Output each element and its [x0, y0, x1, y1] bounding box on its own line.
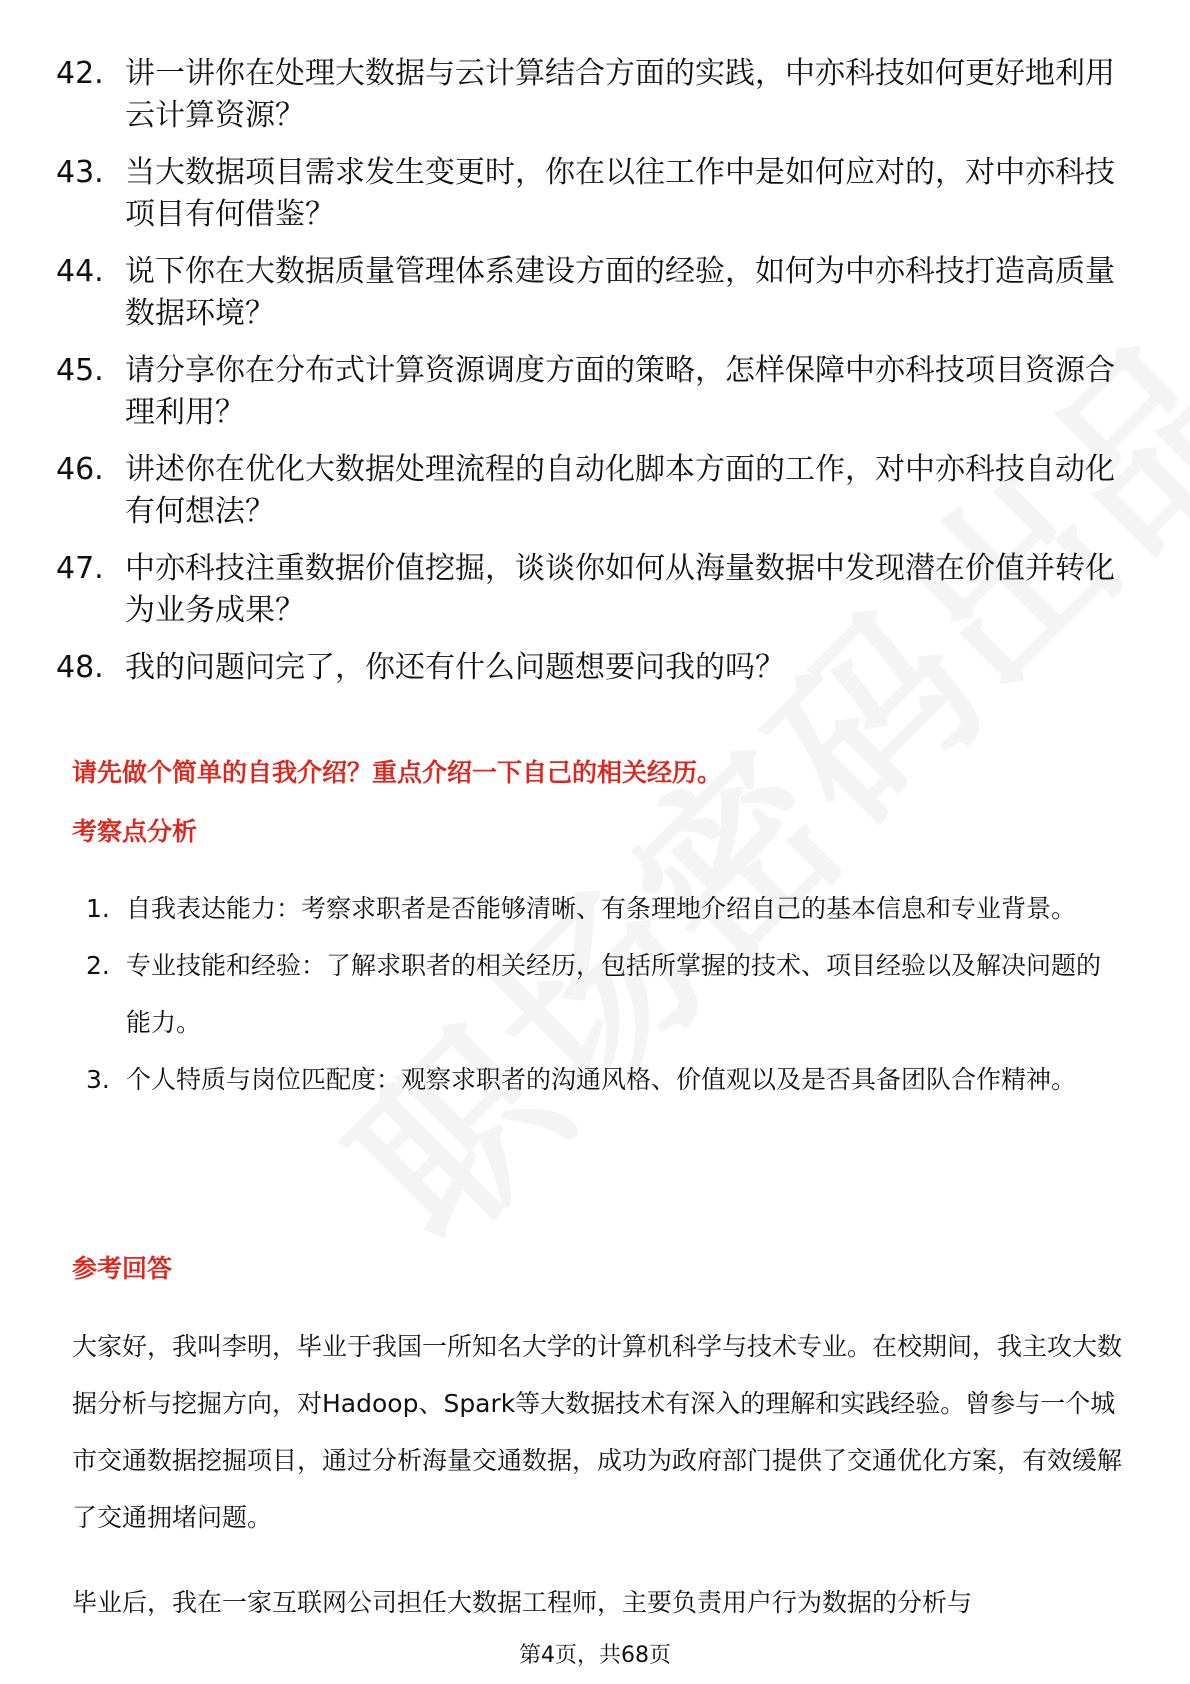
question-item: [56, 350, 1136, 434]
analysis-item: [72, 1051, 1122, 1108]
analysis-text: 自我表达能力：考察求职者是否能够清晰、有条理地介绍自己的基本信息和专业背景。: [126, 894, 1077, 923]
question-number: 47.: [56, 551, 104, 586]
question-text: 请分享你在分布式计算资源调度方面的策略，怎样保障中亦科技项目资源合理利用？: [125, 353, 1115, 430]
question-number: 44.: [56, 254, 104, 289]
analysis-list: [72, 880, 1122, 1108]
question-number: 42.: [56, 56, 104, 91]
main-question-heading: 请先做个简单的自我介绍？重点介绍一下自己的相关经历。: [72, 758, 723, 787]
question-text: 当大数据项目需求发生变更时，你在以往工作中是如何应对的，对中亦科技项目有何借鉴？: [125, 155, 1115, 232]
analysis-number: 1.: [86, 894, 110, 923]
question-number: 45.: [56, 353, 104, 388]
question-text: 我的问题问完了，你还有什么问题想要问我的吗？: [125, 650, 785, 685]
analysis-item: [72, 937, 1122, 1051]
question-item: [56, 647, 1136, 689]
question-number: 48.: [56, 650, 104, 685]
answer-paragraph: 毕业后，我在一家互联网公司担任大数据工程师，主要负责用户行为数据的分析与: [72, 1588, 973, 1617]
question-item: [56, 152, 1136, 236]
analysis-text: 专业技能和经验：了解求职者的相关经历，包括所掌握的技术、项目经验以及解决问题的能力。: [126, 951, 1102, 1037]
question-text: 中亦科技注重数据价值挖掘，谈谈你如何从海量数据中发现潜在价值并转化为业务成果？: [125, 551, 1115, 628]
question-number: 43.: [56, 155, 104, 190]
question-list: [56, 53, 1136, 704]
analysis-item: [72, 880, 1122, 937]
reference-answer-title: 参考回答: [72, 1254, 173, 1283]
question-text: 讲述你在优化大数据处理流程的自动化脚本方面的工作，对中亦科技自动化有何想法？: [125, 452, 1115, 529]
analysis-section-title: 考察点分析: [72, 817, 198, 846]
answer-paragraph: 大家好，我叫李明，毕业于我国一所知名大学的计算机科学与技术专业。在校期间，我主攻大数据分析与挖掘方向，对Hadoop、Spark等大数据技术有深入的理解和实践经验。曾参与一个城市交通数据挖掘项目，通过分析海量交通数据，成功为政府部门提供了交通优化方案，有效缓解了交通拥堵问题。: [72, 1332, 1123, 1532]
question-number: 46.: [56, 452, 104, 487]
question-text: 说下你在大数据质量管理体系建设方面的经验，如何为中亦科技打造高质量数据环境？: [125, 254, 1115, 331]
question-item: [56, 449, 1136, 533]
question-item: [56, 53, 1136, 137]
analysis-number: 3.: [86, 1065, 110, 1094]
question-text: 讲一讲你在处理大数据与云计算结合方面的实践，中亦科技如何更好地利用云计算资源？: [125, 56, 1115, 133]
page-footer: 第4页，共68页: [519, 1643, 671, 1668]
analysis-text: 个人特质与岗位匹配度：观察求职者的沟通风格、价值观以及是否具备团队合作精神。: [126, 1065, 1077, 1094]
analysis-number: 2.: [86, 951, 110, 980]
question-item: [56, 548, 1136, 632]
question-item: [56, 251, 1136, 335]
